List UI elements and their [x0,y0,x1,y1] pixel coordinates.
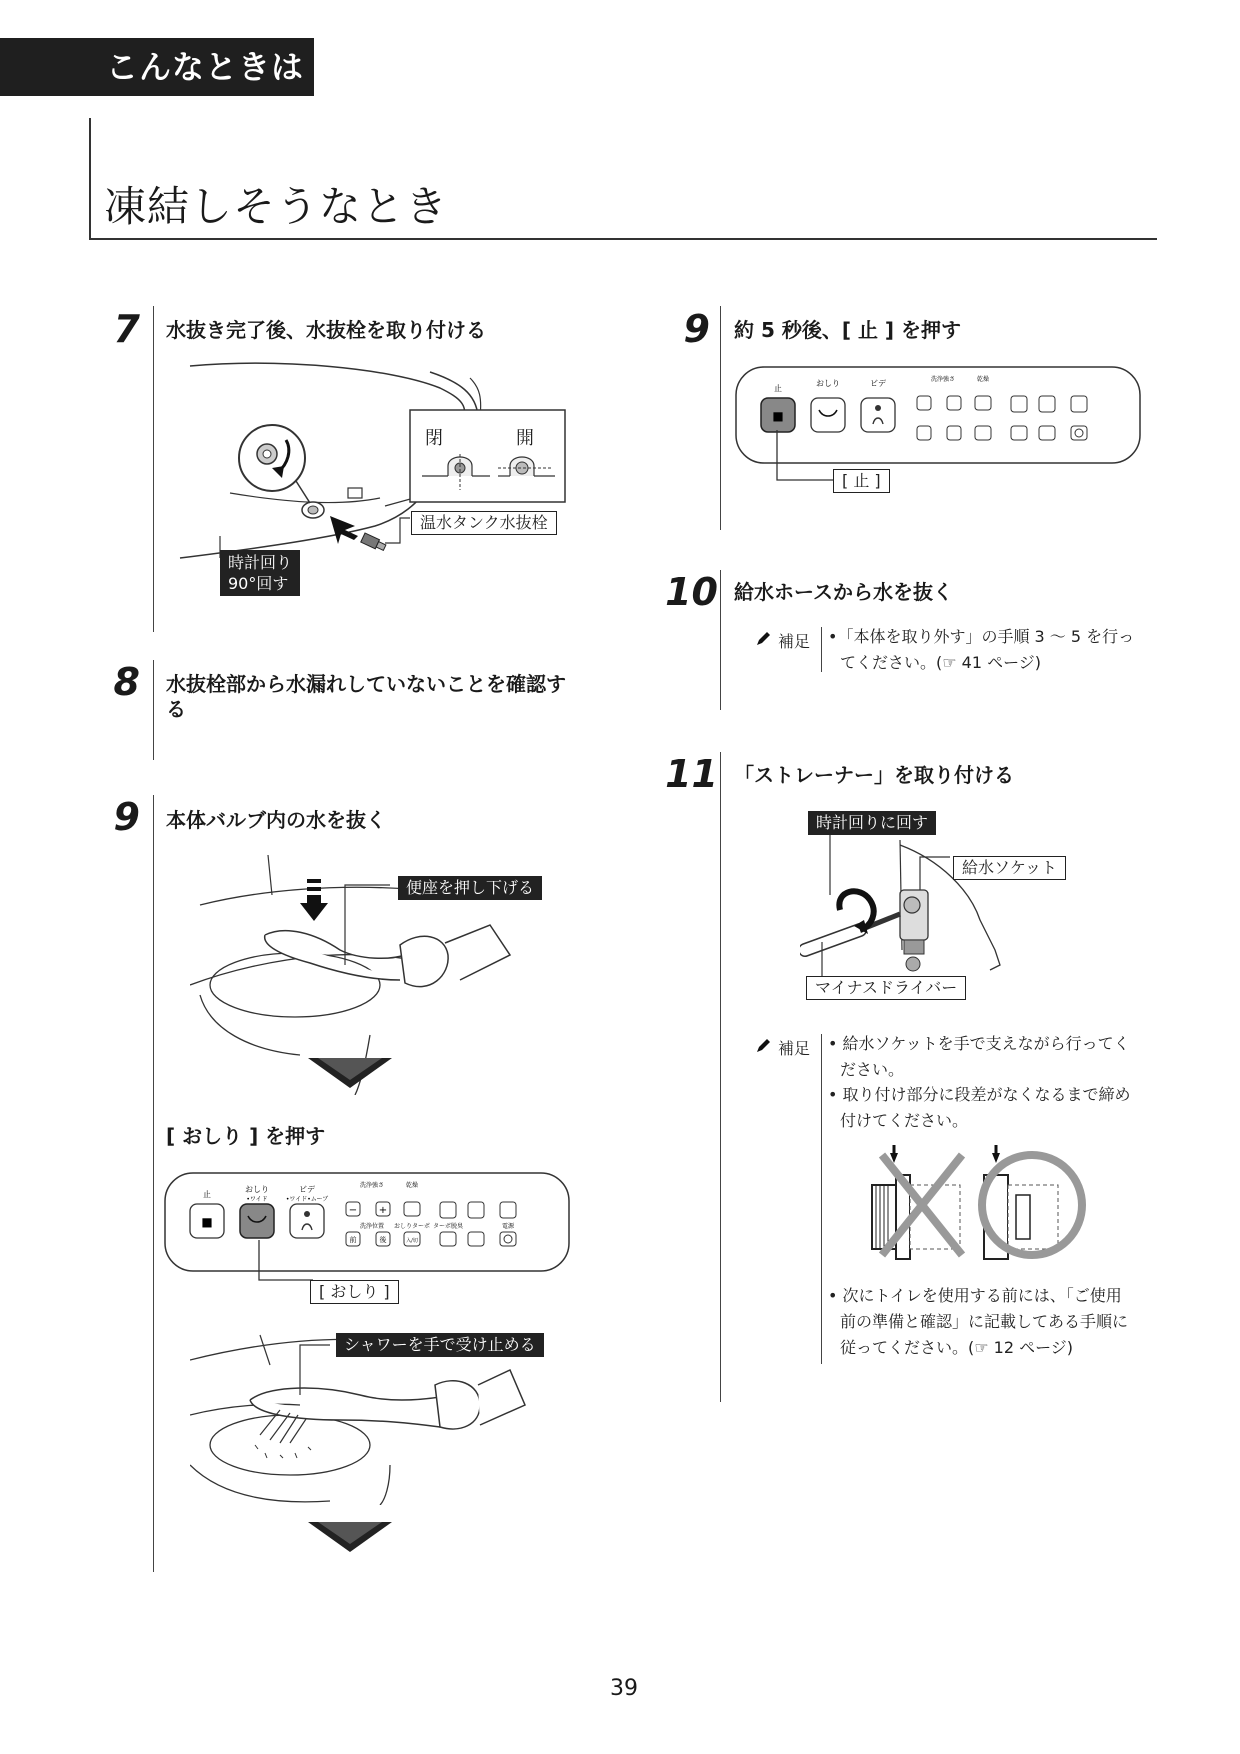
step-9-right-rule [720,306,721,530]
panel2-bidet-text: ビデ [870,379,886,388]
rotate-line-2: 90°回す [228,574,289,593]
step-11-note-3-line-2: 前の準備と確認」に記載してある手順に [840,1312,1129,1331]
open-label: 開 [516,428,534,449]
step-9-left-rule [153,795,154,1572]
panel-front-text: 前 [349,1236,357,1244]
panel-stop-symbol: ■ [201,1215,213,1229]
panel-onoff-text: 入/切 [406,1238,418,1244]
panel-dry-text: 乾燥 [405,1182,419,1189]
oshiri-leader-line [258,1240,313,1282]
oshiri-button-label: [ おしり ] [310,1280,399,1304]
panel-pressure-text: 洗浄強さ [359,1182,385,1189]
step-9-left-number: 9 [113,795,140,839]
step-8-number: 8 [113,660,140,704]
step-10-rule [720,570,721,710]
panel2-oshiri-text: おしり [816,379,840,388]
close-label: 閉 [425,428,443,449]
panel-power-text: 電源 [501,1223,515,1230]
step-7-rule [153,306,154,632]
title-vertical-rule [89,118,91,240]
stop-button-label: [ 止 ] [833,469,890,493]
correct-incorrect-illustration [862,1145,1092,1261]
screwdriver-label: マイナスドライバー [806,976,966,1000]
strainer-illustration [800,830,1020,995]
step-11-note-2 [828,1082,1131,1134]
step-11-note-1-line-2: ださい。 [840,1060,905,1079]
step-9-right-number: 9 [683,307,710,351]
step-10-note-line-2: てください。(☞ 41 ページ) [840,653,1042,672]
panel-oshiri-sub: •ワイド [246,1196,268,1203]
panel2-pressure-text: 洗浄強さ [930,376,956,383]
step-8-title: 水抜栓部から水漏れしていないことを確認する [166,672,566,721]
panel-timer-text: ターボ脱臭 [432,1223,464,1230]
step-10-note [828,624,1134,676]
panel-stop-text: 止 [203,1190,211,1199]
rotate-instruction [220,550,300,596]
step-11-note-2-line-1: • 取り付け部分に段差がなくなるまで締め [828,1085,1131,1104]
panel-plus-text: + [378,1205,388,1216]
panel-auto-text: おしりターボ [393,1223,431,1230]
step-7-title: 水抜き完了後、水抜栓を取り付ける [166,318,486,342]
step-11-note-3-line-1: • 次にトイレを使用する前には、「ご使用 [828,1286,1122,1305]
step-8-rule [153,660,154,760]
step-11-note-2-line-2: 付けてください。 [840,1111,969,1130]
step-11-note-3-line-3: 従ってください。(☞ 12 ページ) [840,1338,1074,1357]
step-10-note-bar [821,627,822,672]
oshiri-button-shape [240,1204,274,1238]
panel-minus-text: − [348,1205,358,1216]
step-11-note-bar [821,1034,822,1364]
step-9-right-title: 約 5 秒後、[ 止 ] を押す [734,318,962,342]
step-11-title: 「ストレーナー」を取り付ける [734,763,1014,787]
step-10-note-label: 補足 [778,632,811,651]
step-7-number: 7 [113,307,140,351]
next-step-arrow-2 [308,1522,392,1554]
step-10-number: 10 [665,570,718,614]
clockwise-label: 時計回りに回す [808,811,936,835]
rotate-line-1: 時計回り [228,553,293,572]
stop-leader-line [776,430,836,482]
bidet-button-shape [290,1204,324,1238]
step-11-rule [720,752,721,1402]
step-10-note-line-1: •「本体を取り外す」の手順 3 〜 5 を行っ [828,627,1135,646]
panel2-stop-symbol: ■ [772,409,784,423]
step-11-note-label: 補足 [778,1039,811,1058]
step-11-note-1-line-1: • 給水ソケットを手で支えながら行ってく [828,1034,1130,1053]
panel-bidet-text: ビデ [299,1185,315,1194]
panel2-stop-text: 止 [774,384,782,393]
panel-oshiri-text: おしり [245,1185,269,1194]
pencil-icon [754,1037,772,1055]
drain-plug-label: 温水タンク水抜栓 [411,511,557,535]
step-10-title: 給水ホースから水を抜く [734,580,953,604]
step-9-left-title: 本体バルブ内の水を抜く [166,808,386,832]
press-oshiri-subtitle: [ おしり ] を押す [166,1124,326,1148]
page-number: 39 [610,1676,638,1701]
step-11-note-3 [828,1283,1128,1361]
control-panel-oshiri [164,1172,570,1272]
step-11-number: 11 [665,752,718,796]
section-tab: こんなときは [0,38,314,96]
page-title: 凍結しそうなとき [104,182,449,231]
title-horizontal-rule [89,238,1157,240]
press-seat-label: 便座を押し下げる [398,876,542,900]
socket-label: 給水ソケット [953,856,1066,880]
panel-position-text: 洗浄位置 [359,1223,385,1230]
panel-bidet-sub: •ワイド•ムーブ [285,1196,329,1203]
panel2-dry-text: 乾燥 [976,376,990,383]
panel-back-text: 後 [379,1236,387,1244]
pencil-icon [754,630,772,648]
catch-shower-label: シャワーを手で受け止める [336,1333,544,1357]
next-step-arrow [308,1058,392,1090]
step-11-note-1 [828,1031,1130,1083]
